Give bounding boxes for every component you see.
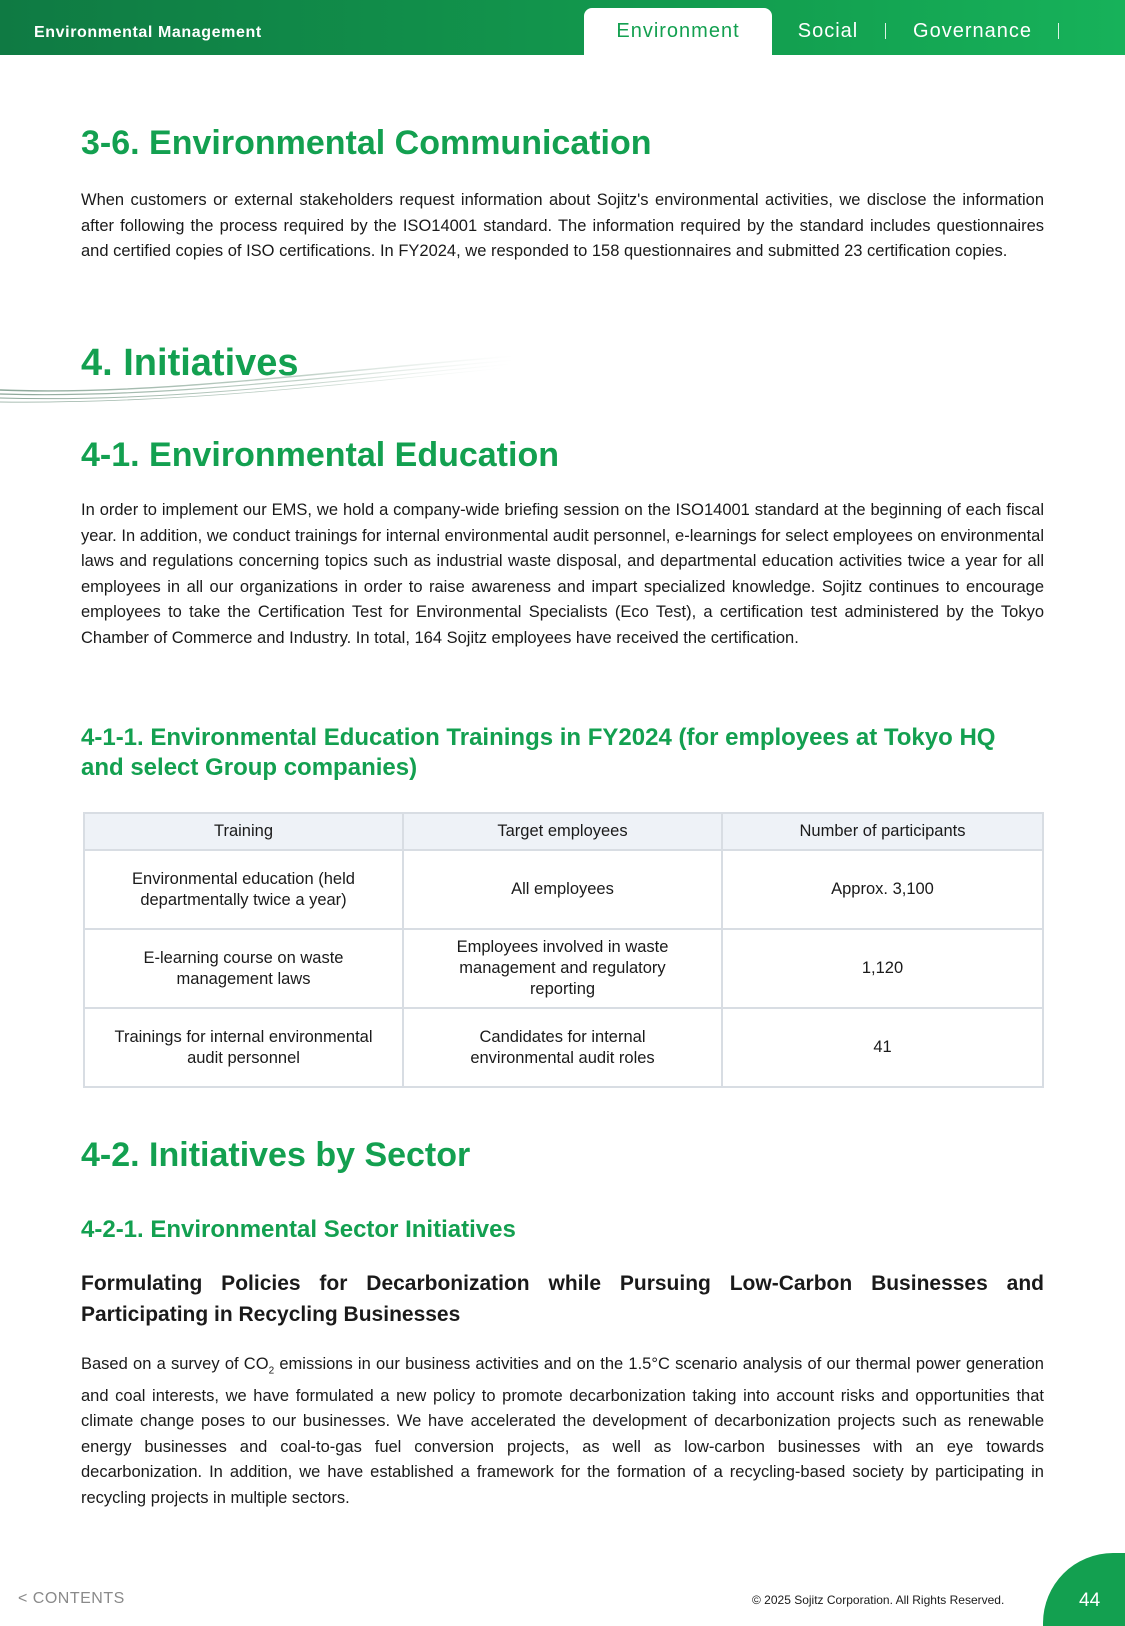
table-cell: Candidates for internal environmental audit roles (403, 1008, 722, 1087)
table-header-row (84, 813, 1043, 850)
body-text: emissions in our business activities and on the 1.5°C scenario analysis of our thermal power generation and coal interests, we have formulated a new policy to promote decarbonization taking into account risks and opportunities that climate change poses to our businesses. We have accelerated the development of decarbonization projects such as renewable energy businesses and coal-to-gas fuel conversion projects, as well as low-carbon businesses with an eye towards decarbonization. In addition, we have established a framework for the formation of a recycling-based society by participating in recycling projects in multiple sectors. (81, 1355, 1044, 1507)
table-cell: Approx. 3,100 (722, 850, 1043, 929)
body-text: Based on a survey of CO (81, 1355, 269, 1373)
table-row (84, 1008, 1043, 1087)
table-cell: 41 (722, 1008, 1043, 1087)
copyright-notice: © 2025 Sojitz Corporation. All Rights Reserved. (752, 1593, 1005, 1607)
section-heading-4-2-1: 4-2-1. Environmental Sector Initiatives (81, 1216, 516, 1243)
table-cell: Trainings for internal environmental audit personnel (84, 1008, 403, 1087)
section-heading-4-1-1: 4-1-1. Environmental Education Trainings in FY2024 (for employees at Tokyo HQ and select Group companies) (81, 724, 996, 781)
column-header: Target employees (403, 813, 722, 850)
table-cell: Environmental education (held departmentally twice a year) (84, 850, 403, 929)
section-heading-3-6: 3-6. Environmental Communication (81, 124, 652, 162)
section-body-4-1: In order to implement our EMS, we hold a company-wide briefing session on the ISO14001 standard at the beginning of each fiscal year. In addition, we conduct trainings for internal environmental audit personnel, e-learnings for select employees on environmental laws and regulations concerning topics such as industrial waste disposal, and departmental education activities twice a year for all employees in all our organizations in order to raise awareness and impart specialized knowledge. Sojitz continues to encourage employees to take the Certification Test for Environmental Specialists (Eco Test), a certification test administered by the Tokyo Chamber of Commerce and Industry. In total, 164 Sojitz employees have received the certification. (81, 501, 1044, 647)
section-title: Environmental Management (34, 24, 262, 41)
section-body-4-2-1 (81, 1352, 1044, 1511)
section-body-3-6: When customers or external stakeholders request information about Sojitz's environmental activities, we disclose the information after following the process required by the ISO14001 standard. The information required by the standard includes questionnaires and certified copies of ISO certifications. In FY2024, we responded to 158 questionnaires and submitted 23 certification copies. (81, 191, 1044, 260)
table-row (84, 850, 1043, 929)
page-number: 44 (1079, 1590, 1101, 1611)
tab-environment[interactable]: Environment (584, 8, 772, 55)
table-cell: 1,120 (722, 929, 1043, 1008)
tab-separator (885, 23, 886, 39)
header-bar (0, 0, 1125, 55)
subscript-text: 2 (268, 1365, 275, 1377)
table-cell: Employees involved in waste management and regulatory reporting (403, 929, 722, 1008)
table-cell: E-learning course on waste management laws (84, 929, 403, 1008)
contents-link[interactable]: < CONTENTS (18, 1590, 125, 1607)
section-heading-4-2: 4-2. Initiatives by Sector (81, 1136, 471, 1174)
section-heading-4-1: 4-1. Environmental Education (81, 436, 559, 474)
column-header: Training (84, 813, 403, 850)
subsection-heading: Formulating Policies for Decarbonization while Pursuing Low-Carbon Businesses and Participating in Recycling Businesses (81, 1272, 1044, 1326)
tab-social[interactable]: Social (797, 20, 859, 42)
table-cell: All employees (403, 850, 722, 929)
column-header: Number of participants (722, 813, 1043, 850)
section-heading-4: 4. Initiatives (81, 342, 299, 384)
tab-governance[interactable]: Governance (913, 20, 1032, 42)
tab-separator (1058, 23, 1059, 39)
training-table (83, 812, 1044, 1088)
table-row (84, 929, 1043, 1008)
